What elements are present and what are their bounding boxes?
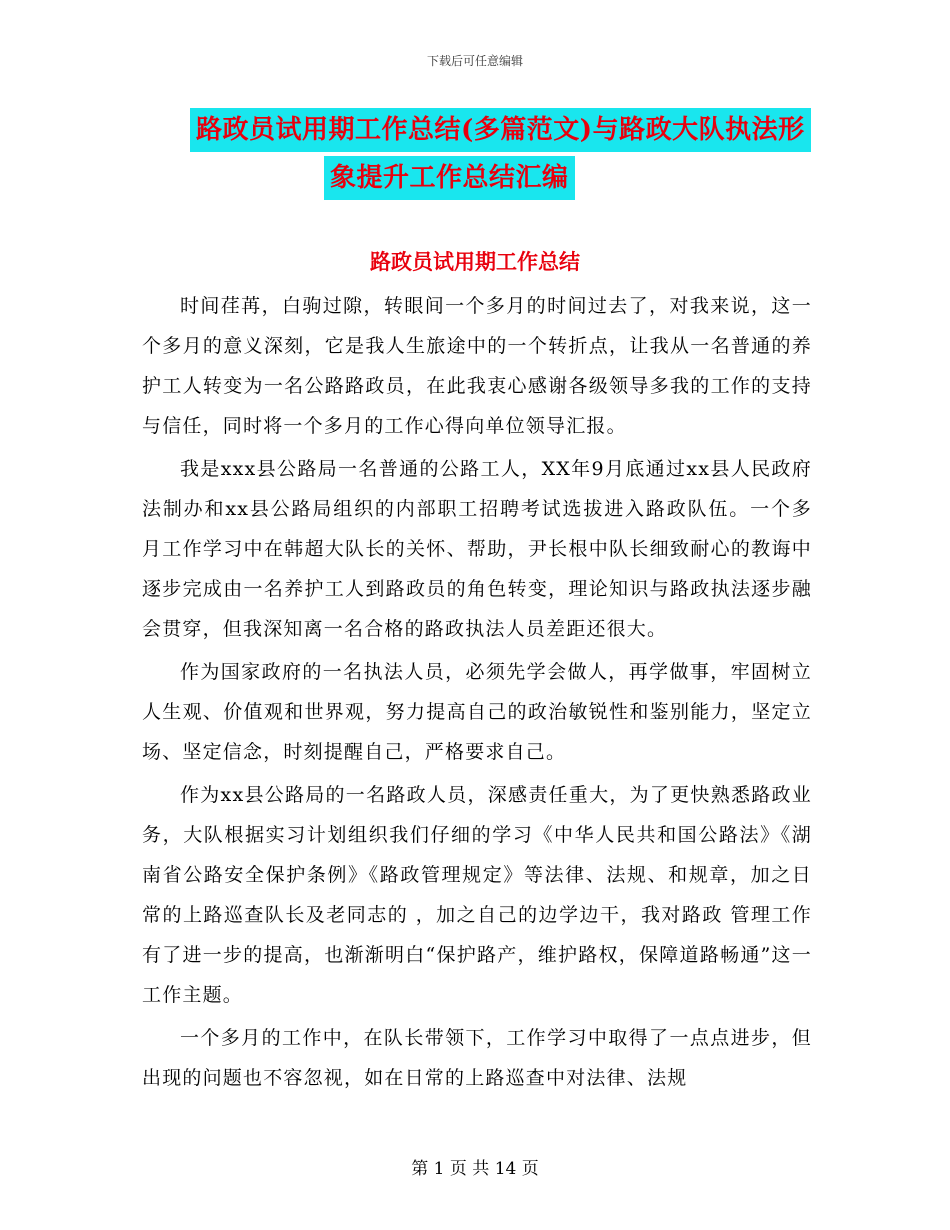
document-title-line-2: 象提升工作总结汇编 <box>324 156 575 200</box>
paragraph: 我是xxx县公路局一名普通的公路工人，XX年9月底通过xx县人民政府法制办和xx县公路局组织的内部职工招聘考试选拔进入路政队伍。一个多月工作学习中在韩超大队长的关怀、帮助，尹长根中队长细致耐心的教诲中逐步完成由一名养护工人到路政员的角色转变，理论知识与路政执法逐步融会贯穿，但我深知离一名合格的路政执法人员差距还很大。 <box>142 458 812 640</box>
page-header-note: 下载后可任意编辑 <box>426 54 523 68</box>
paragraph: 时间荏苒，白驹过隙，转眼间一个多月的时间过去了，对我来说，这一个多月的意义深刻，它是我人生旅途中的一个转折点，让我从一名普通的养护工人转变为一名公路路政员，在此我衷心感谢各级领导多我的工作的支持与信任，同时将一个多月的工作心得向单位领导汇报。 <box>142 295 812 437</box>
page-number-footer: 第 1 页 共 14 页 <box>411 1159 539 1179</box>
document-title-line-1: 路政员试用期工作总结(多篇范文)与路政大队执法形 <box>190 108 811 152</box>
paragraph: 作为国家政府的一名执法人员，必须先学会做人，再学做事，牢固树立人生观、价值观和世界观，努力提高自己的政治敏锐性和鉴别能力，坚定立场、坚定信念，时刻提醒自己，严格要求自己。 <box>142 661 812 763</box>
paragraph: 作为xx县公路局的一名路政人员，深感责任重大，为了更快熟悉路政业务，大队根据实习计划组织我们仔细的学习《中华人民共和国公路法》《湖南省公路安全保护条例》《路政管理规定》等法律、法规、和规章，加之日常的上路巡查队长及老同志的 ，加之自己的边学边干，我对路政 管理工作有了进一步的提高，也渐渐明白“保护路产，维护路权，保障道路畅通”这一工作主题。 <box>142 784 812 1006</box>
document-body <box>142 286 812 1101</box>
paragraph: 一个多月的工作中，在队长带领下，工作学习中取得了一点点进步，但出现的问题也不容忽视，如在日常的上路巡查中对法律、法规 <box>142 1027 812 1089</box>
section-title: 路政员试用期工作总结 <box>370 249 580 274</box>
